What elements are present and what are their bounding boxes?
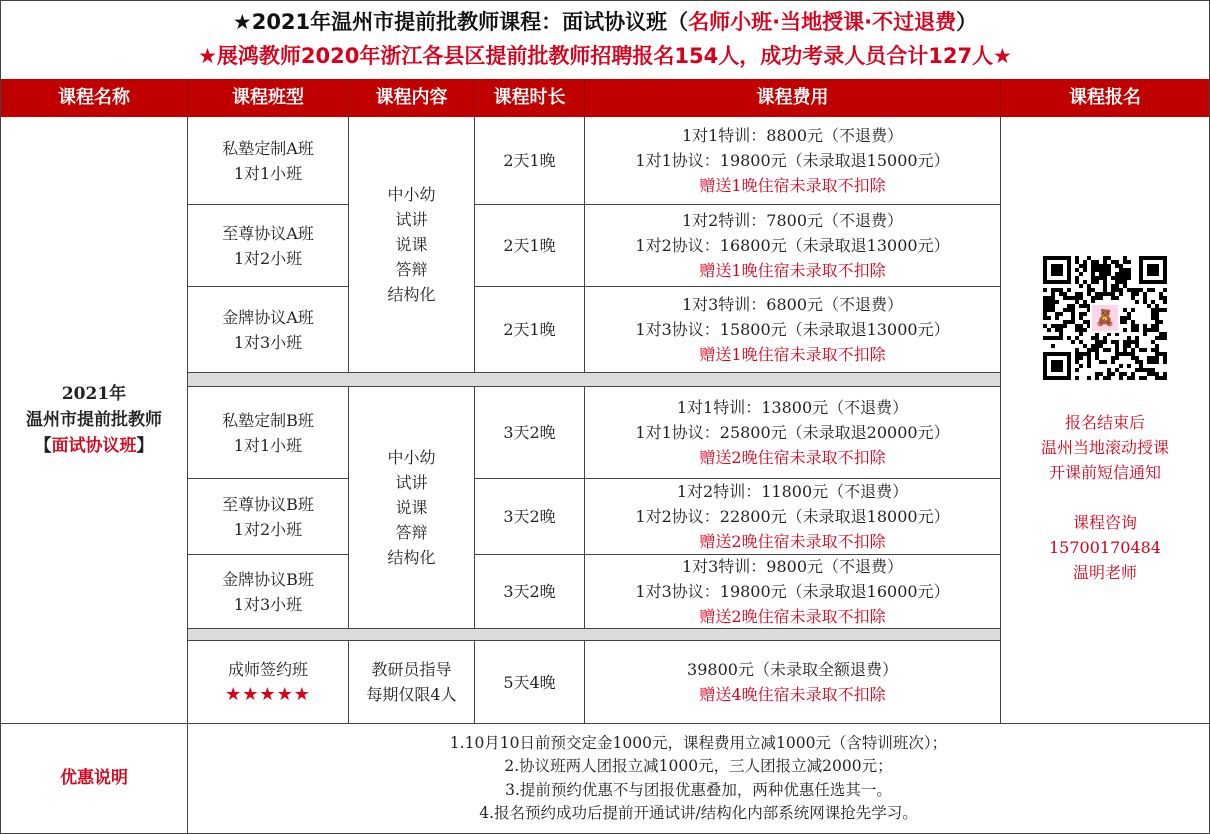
- promo-item: 1.10月10日前预交定金1000元，课程费用立减1000元（含特训班次）；: [449, 733, 948, 752]
- class-type-b3: 金牌协议B班 1对3小班: [188, 555, 349, 629]
- fee-a3: 1对3特训：6800元（不退费） 1对3协议：15800元（未录取退13000元） 赠送1晚住宿未录取不扣除: [585, 287, 1001, 373]
- row-separator: [188, 373, 1001, 387]
- fee-master: 39800元（未录取全额退费） 赠送4晚住宿未录取不扣除: [585, 641, 1001, 724]
- class-type-a2: 至尊协议A班 1对2小班: [188, 205, 349, 287]
- fee-b1: 1对1特训：13800元（不退费） 1对1协议：25800元（未录取退20000元） 赠送2晚住宿未录取不扣除: [585, 387, 1001, 479]
- title-banner: [1, 1, 1209, 80]
- promo-details: [188, 724, 1209, 833]
- promo-item: 2.协议班两人团报立减1000元，三人团报立减2000元；: [504, 757, 893, 775]
- registration-info: 报名结束后 温州当地滚动授课 开课前短信通知 课程咨询 15700170484 温明老师: [1040, 412, 1169, 582]
- class-type-b1: 私塾定制B班 1对1小班: [188, 387, 349, 479]
- title-main: ★2021年温州市提前批教师课程：面试协议班（: [232, 10, 689, 34]
- promo-label: 优惠说明: [1, 724, 188, 833]
- title-highlight: 名师小班·当地授课·不过退费: [688, 10, 957, 34]
- duration-a1: 2天1晚: [475, 117, 585, 205]
- duration-b3: 3天2晚: [475, 555, 585, 629]
- header-duration: 课程时长: [475, 79, 585, 117]
- header-course-name: 课程名称: [1, 79, 188, 117]
- duration-b2: 3天2晚: [475, 479, 585, 555]
- duration-a3: 2天1晚: [475, 287, 585, 373]
- class-type-a1: 私塾定制A班 1对1小班: [188, 117, 349, 205]
- header-class-type: 课程班型: [188, 79, 349, 117]
- course-title: 温州市提前批教师: [26, 410, 162, 430]
- duration-a2: 2天1晚: [475, 205, 585, 287]
- fee-a2: 1对2特训：7800元（不退费） 1对2协议：16800元（未录取退13000元） 赠送1晚住宿未录取不扣除: [585, 205, 1001, 287]
- course-name-cell: [1, 117, 188, 724]
- content-master: 教研员指导 每期仅限4人: [349, 641, 475, 724]
- content-group-b: 中小幼 试讲 说课 答辩 结构化: [349, 387, 475, 629]
- class-type-b2: 至尊协议B班 1对2小班: [188, 479, 349, 555]
- rating-stars: ★★★★★: [225, 684, 311, 705]
- class-type-master: 成师签约班 ★★★★★: [188, 641, 349, 724]
- fee-b2: 1对2特训：11800元（不退费） 1对2协议：22800元（未录取退18000元） 赠送2晚住宿未录取不扣除: [585, 479, 1001, 555]
- duration-b1: 3天2晚: [475, 387, 585, 479]
- course-year: 2021年: [61, 384, 127, 404]
- header-content: 课程内容: [349, 79, 475, 117]
- promo-item: 4.报名预约成功后提前开通试讲/结构化内部系统网课抢先学习。: [479, 804, 918, 822]
- header-fee: 课程费用: [585, 79, 1001, 117]
- content-group-a: 中小幼 试讲 说课 答辩 结构化: [349, 117, 475, 373]
- duration-master: 5天4晚: [475, 641, 585, 724]
- class-type-a3: 金牌协议A班 1对3小班: [188, 287, 349, 373]
- course-tag: 【面试协议班】: [34, 436, 154, 456]
- title-end: ）: [956, 10, 978, 34]
- phone-number[interactable]: 15700170484: [1049, 537, 1161, 557]
- registration-cell: [1001, 117, 1209, 724]
- row-separator: [188, 629, 1001, 641]
- fee-a1: 1对1特训：8800元（不退费） 1对1协议：19800元（未录取退15000元） 赠送1晚住宿未录取不扣除: [585, 117, 1001, 205]
- qr-avatar-icon: 🧸: [1090, 303, 1120, 333]
- title-line-2: ★展鸿教师2020年浙江各县区提前批教师招聘报名154人，成功考录人员合计127人★: [198, 44, 1012, 68]
- qr-code-icon[interactable]: [1043, 256, 1167, 380]
- title-line-1: [1, 9, 1209, 35]
- header-registration: 课程报名: [1001, 79, 1209, 117]
- promo-item: 3.提前预约优惠不与团报优惠叠加，两种优惠任选其一。: [505, 780, 892, 799]
- fee-b3: 1对3特训：9800元（不退费） 1对3协议：19800元（未录取退16000元） 赠送2晚住宿未录取不扣除: [585, 555, 1001, 629]
